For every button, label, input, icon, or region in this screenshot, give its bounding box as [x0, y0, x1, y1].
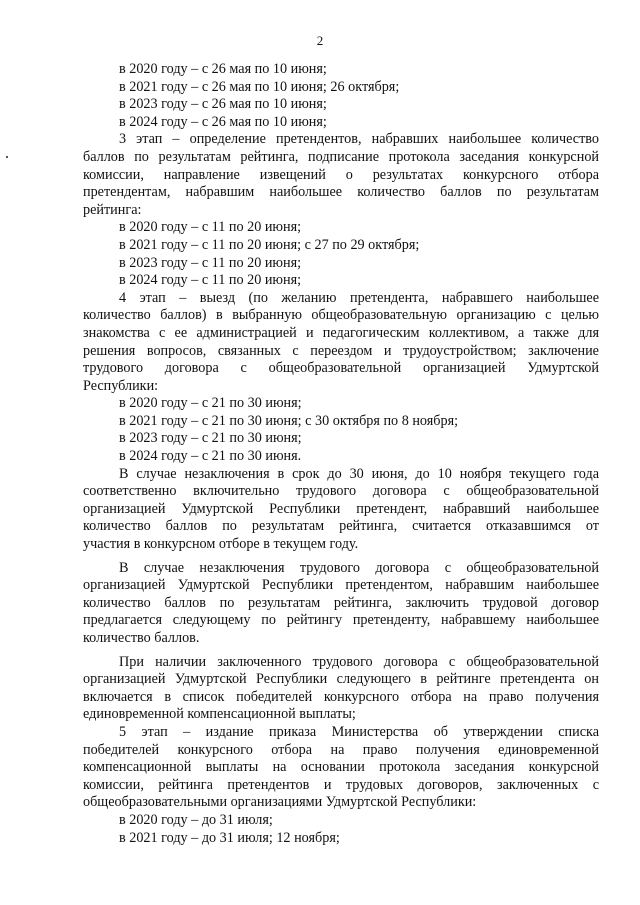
text-line: единовременной компенсационной выплаты; — [83, 706, 356, 723]
page-number: 2 — [316, 33, 324, 48]
text-line: в 2021 году – с 26 мая по 10 июня; 26 октября; — [119, 78, 400, 95]
text-line: При наличии заключенного трудового договора с общеобразовательной — [119, 653, 599, 670]
text-line: в 2024 году – с 26 мая по 10 июня; — [119, 113, 327, 130]
text-line: в 2024 году – с 11 по 20 июня; — [119, 272, 302, 289]
text-line: в 2021 году – с 21 по 30 июня; с 30 октября по 8 ноября; — [119, 412, 459, 429]
margin-mark — [6, 156, 8, 158]
text-line: 3 этап – определение претендентов, набравших наибольшее количество — [119, 131, 599, 148]
text-line: организацией Удмуртской Республики претендент, набравший наибольшее — [83, 500, 599, 517]
text-line: баллов по результатам рейтинга, подписание протокола заседания конкурсной — [83, 148, 599, 165]
text-line: 5 этап – издание приказа Министерства об утверждении списка — [119, 723, 599, 740]
text-line: количество баллов по результатам рейтинга, считается отказавшимся от — [83, 518, 599, 535]
text-line: В случае незаключения в срок до 30 июня, до 10 ноября текущего года — [119, 465, 599, 482]
text-line: в 2021 году – до 31 июля; 12 ноября; — [119, 829, 340, 846]
text-line: в 2020 году – с 21 по 30 июня; — [119, 395, 302, 412]
text-line: Республики: — [83, 377, 159, 394]
text-line: количество баллов. — [83, 630, 200, 646]
text-line: предлагается следующему по рейтингу претенденту, набравшему наибольшее — [83, 612, 599, 629]
text-line: в 2020 году – с 26 мая по 10 июня; — [119, 61, 327, 77]
text-line: 4 этап – выезд (по желанию претендента, набравшего наибольшее — [119, 289, 599, 306]
text-line: комиссии, рейтинга претендентов и трудовых договоров, заключенных с — [83, 776, 599, 793]
text-line: в 2023 году – с 26 мая по 10 июня; — [119, 96, 327, 113]
text-line: в 2020 году – с 11 по 20 июня; — [119, 219, 302, 236]
text-line: количество баллов) в выбранную общеобразовательную организацию с целью — [83, 307, 599, 324]
text-line: знакомства с ее администрацией и педагогическим коллективом, а также для — [83, 324, 599, 341]
text-line: трудового договора с общеобразовательной организацией Удмуртской — [83, 360, 599, 377]
text-line: комиссии, направление извещений о результатах конкурсного отбора — [83, 166, 599, 183]
text-line: в 2023 году – с 21 по 30 июня; — [119, 430, 302, 447]
text-line: рейтинга: — [83, 201, 142, 218]
text-line: участия в конкурсном отборе в текущем году. — [83, 536, 359, 553]
text-line: в 2020 году – до 31 июля; — [119, 811, 273, 828]
document-body — [83, 61, 599, 847]
text-line: в 2021 году – с 11 по 20 июня; с 27 по 29 октября; — [119, 236, 420, 253]
text-line: компенсационной выплаты на основании протокола заседания конкурсной — [83, 759, 599, 776]
text-line: в 2024 году – с 21 по 30 июня. — [119, 448, 302, 465]
text-line: количество баллов по результатам рейтинга, заключить трудовой договор — [83, 594, 599, 611]
text-line: решения вопросов, связанных с переездом и трудоустройством; заключение — [83, 342, 599, 359]
text-line: общеобразовательными организациями Удмуртской Республики: — [83, 794, 477, 811]
text-line: соответственно включительно трудового договора с общеобразовательной — [83, 483, 599, 500]
text-line: включается в список победителей конкурсного отбора на право получения — [83, 688, 599, 705]
text-line: организацией Удмуртской Республики следующего в рейтинге претендента он — [83, 671, 599, 688]
text-line: организацией Удмуртской Республики претендентом, набравшим наибольшее — [83, 577, 599, 594]
text-line: в 2023 году – с 11 по 20 июня; — [119, 254, 302, 271]
text-line: победителей конкурсного отбора на право получения единовременной — [83, 741, 599, 758]
text-line: В случае незаключения трудового договора с общеобразовательной — [119, 559, 599, 576]
text-line: претендентам, набравшим наибольшее количество баллов по результатам — [83, 184, 599, 201]
